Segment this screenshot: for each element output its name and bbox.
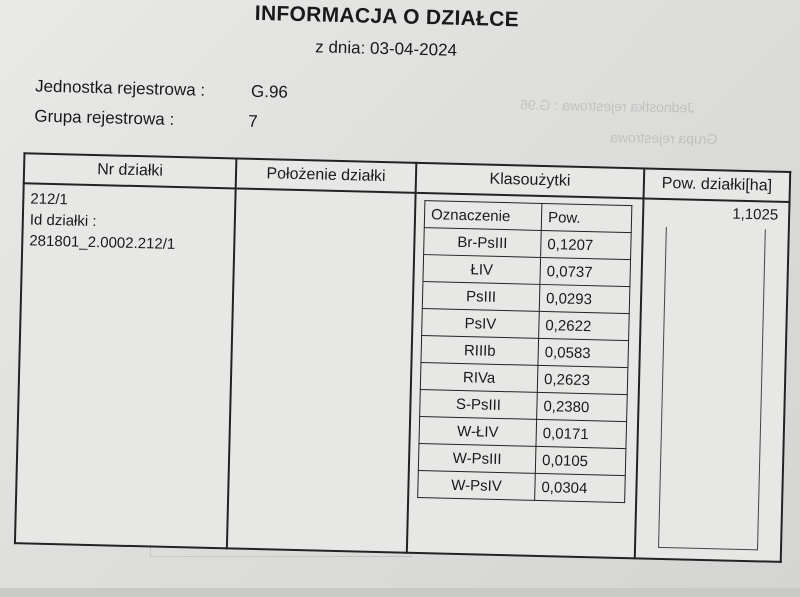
- klasouzytki-oznaczenie: W-ŁIV: [419, 417, 537, 447]
- grupa-value: 7: [248, 111, 259, 131]
- document-title: INFORMACJA O DZIAŁCE: [254, 1, 520, 32]
- jednostka-value: G.96: [250, 81, 289, 102]
- header-klasouzytki: Klasoużytki: [416, 163, 645, 199]
- header-polozenie: Położenie działki: [236, 158, 417, 192]
- klasouzytki-pow: 0,0304: [535, 473, 626, 502]
- klasouzytki-cell: [407, 193, 644, 558]
- show-through-text: Grupa rejestrowa: [609, 129, 718, 147]
- klasouzytki-oznaczenie: PsIII: [422, 282, 540, 312]
- grupa-row: [34, 106, 259, 131]
- klasouzytki-pow: 0,0583: [538, 338, 629, 367]
- header-nr-dzialki: Nr działki: [24, 153, 237, 188]
- parcel-area: 1,1025: [732, 205, 779, 224]
- parcel-id-label: Id działki :: [29, 211, 97, 231]
- klasouzytki-oznaczenie: Br-PsIII: [424, 228, 542, 258]
- parcel-table: [14, 152, 791, 563]
- jednostka-label: Jednostka rejestrowa :: [34, 76, 206, 100]
- klasouzytki-col-pow: Pow.: [541, 203, 632, 232]
- parcel-polozenie-cell: [227, 188, 416, 552]
- klasouzytki-col-oznaczenie: Oznaczenie: [424, 201, 542, 231]
- klasouzytki-row: [418, 471, 626, 503]
- klasouzytki-oznaczenie: PsIV: [422, 309, 540, 339]
- document-date: z dnia: 03-04-2024: [315, 37, 458, 60]
- klasouzytki-oznaczenie: W-PsIII: [418, 444, 536, 474]
- parcel-nr: 212/1: [30, 190, 69, 209]
- grupa-label: Grupa rejestrowa :: [34, 106, 175, 129]
- klasouzytki-pow: 0,2623: [537, 365, 628, 394]
- klasouzytki-pow: 0,2622: [539, 311, 630, 340]
- klasouzytki-oznaczenie: RIVa: [420, 363, 538, 393]
- klasouzytki-pow: 0,0737: [540, 257, 631, 286]
- parcel-area-cell: [635, 198, 790, 561]
- klasouzytki-table: [417, 200, 632, 503]
- area-empty-box: [658, 227, 766, 550]
- klasouzytki-pow: 0,2380: [537, 392, 628, 421]
- header-pow-dzialki: Pow. działki[ha]: [644, 168, 791, 202]
- klasouzytki-pow: 0,0105: [535, 446, 626, 475]
- klasouzytki-oznaczenie: ŁIV: [423, 255, 541, 285]
- klasouzytki-oznaczenie: W-PsIV: [418, 471, 536, 501]
- klasouzytki-oznaczenie: S-PsIII: [420, 390, 538, 420]
- parcel-nr-cell: [15, 183, 236, 548]
- klasouzytki-pow: 0,0293: [539, 284, 630, 313]
- klasouzytki-pow: 0,1207: [541, 230, 632, 259]
- jednostka-row: [34, 76, 289, 102]
- klasouzytki-pow: 0,0171: [536, 419, 627, 448]
- parcel-row: [15, 183, 790, 562]
- klasouzytki-oznaczenie: RIIIb: [421, 336, 539, 366]
- show-through-text: Jednostka rejestrowa : G.96: [519, 96, 695, 116]
- parcel-id-value: 281801_2.0002.212/1: [29, 232, 176, 254]
